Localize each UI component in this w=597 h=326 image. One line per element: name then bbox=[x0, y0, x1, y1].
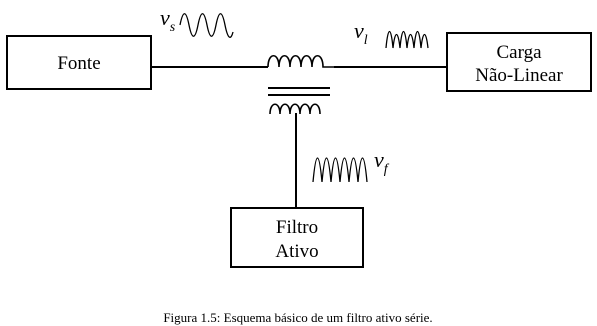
source-block-label: Fonte bbox=[57, 53, 101, 74]
source-voltage-waveform bbox=[180, 14, 233, 38]
filter-block-label-line1: Filtro bbox=[275, 217, 319, 238]
source-voltage-symbol: $v_s$ bbox=[160, 5, 176, 35]
source-block bbox=[7, 36, 151, 89]
load-block-label-line2: Não-Linear bbox=[475, 65, 563, 86]
filter-voltage-waveform bbox=[313, 158, 367, 182]
transformer-secondary-winding bbox=[270, 104, 320, 114]
filter-voltage-symbol: $v_f$ bbox=[374, 147, 388, 177]
load-voltage-waveform bbox=[386, 32, 428, 49]
load-voltage-symbol: $v_l$ bbox=[354, 18, 368, 48]
filter-block bbox=[231, 208, 363, 267]
transformer-primary-winding bbox=[268, 56, 334, 67]
load-block bbox=[447, 33, 591, 91]
filter-block-label-line2: Ativo bbox=[275, 241, 319, 262]
load-block-label-line1: Carga bbox=[496, 42, 542, 63]
series-transformer bbox=[268, 56, 334, 114]
figure-caption: Figura 1.5: Esquema básico de um filtro ativo série. bbox=[163, 310, 433, 325]
